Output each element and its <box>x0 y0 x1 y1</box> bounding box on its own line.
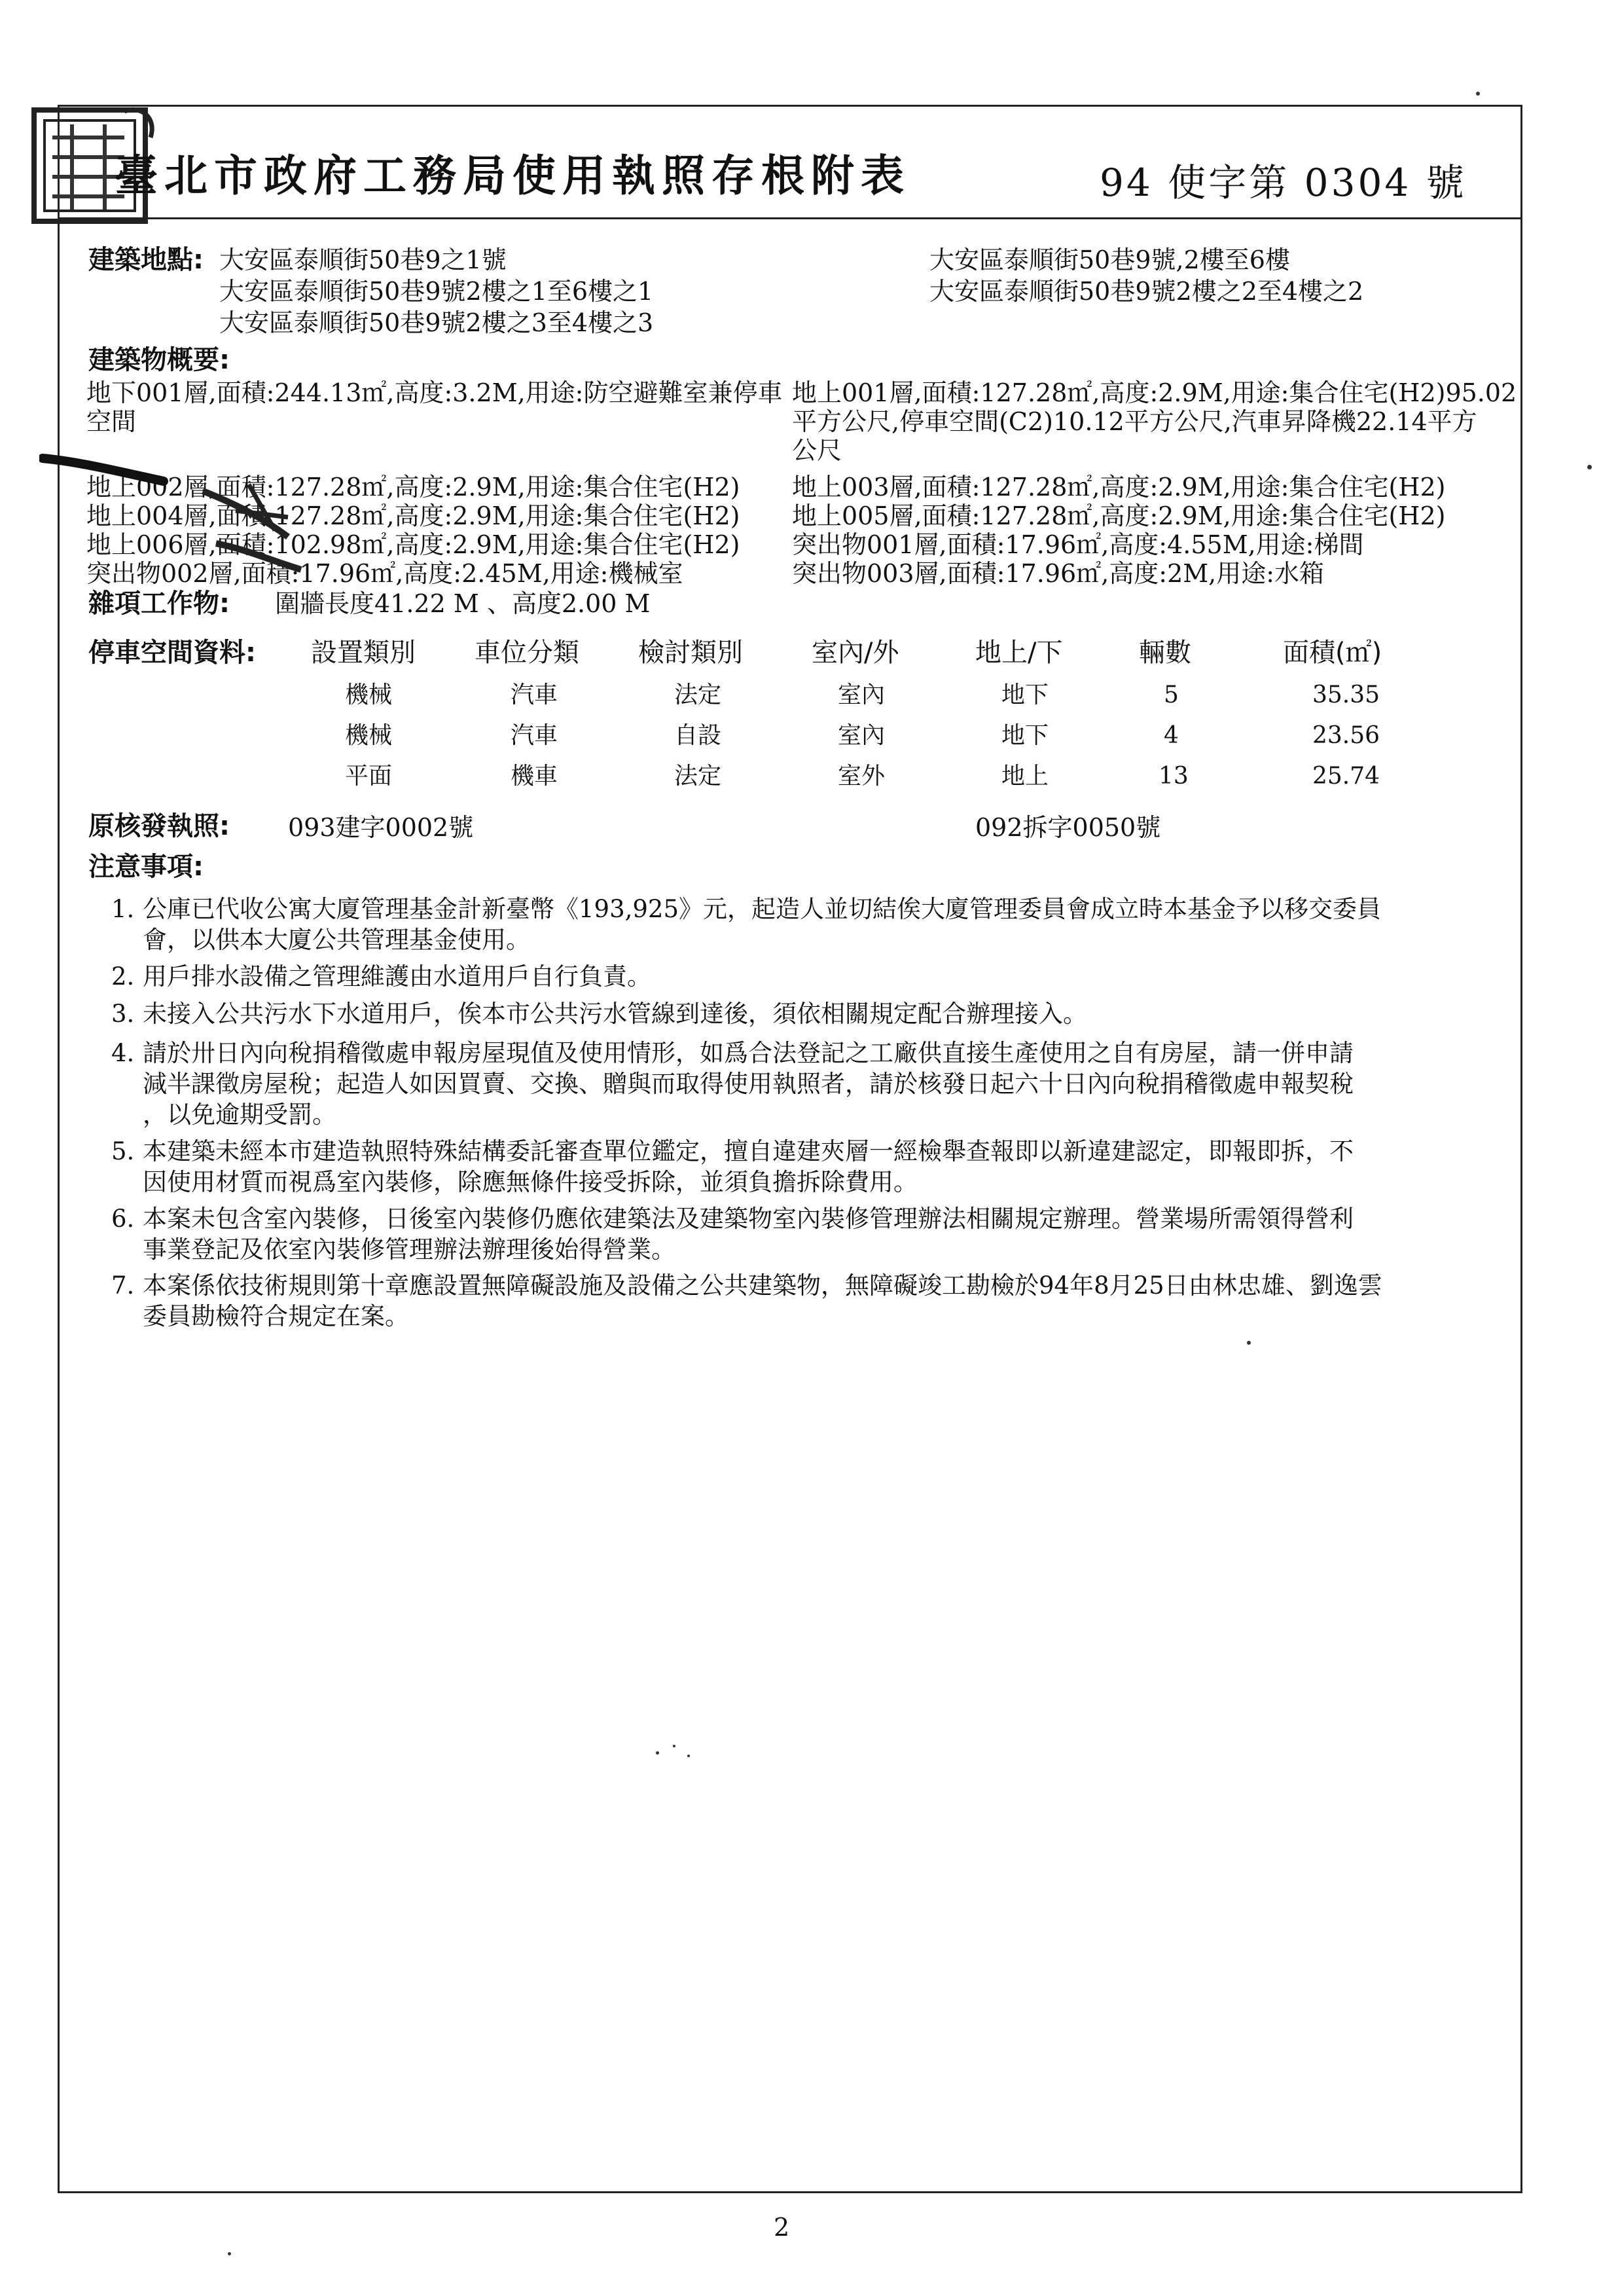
parking-cell: 地下 <box>1001 682 1049 708</box>
scan-speck <box>673 1745 675 1747</box>
document-title: 臺北市政府工務局使用執照存根附表 <box>115 150 910 201</box>
parking-cell: 23.56 <box>1312 722 1380 749</box>
parking-cell: 機械 <box>345 722 393 749</box>
parking-cell: 法定 <box>674 682 722 708</box>
parking-cell: 平面 <box>345 763 393 790</box>
overview-line: 地上002層,面積:127.28㎡,高度:2.9M,用途:集合住宅(H2) <box>86 473 740 501</box>
parking-header: 車位分類 <box>475 638 579 668</box>
note-text: 本建築未經本市建造執照特殊結構委託審查單位鑑定，擅自違建夾層一經檢舉查報即以新違建認定，即報即拆，不 <box>143 1137 1354 1165</box>
parking-cell: 室內 <box>838 722 886 749</box>
note-number: 5. <box>111 1137 135 1165</box>
note-text: 未接入公共污水下水道用戶，俟本市公共污水管線到達後，須依相關規定配合辦理接入。 <box>143 1000 1087 1028</box>
original-permit: 093建字0002號 <box>288 813 474 842</box>
location-line: 大安區泰順街50巷9號,2樓至6樓 <box>929 246 1290 274</box>
overview-line: 地上001層,面積:127.28㎡,高度:2.9M,用途:集合住宅(H2)95.02 <box>792 378 1517 407</box>
parking-cell: 法定 <box>674 763 722 790</box>
location-line: 大安區泰順街50巷9號2樓之2至4樓之2 <box>929 277 1364 306</box>
overview-line: 突出物003層,面積:17.96㎡,高度:2M,用途:水箱 <box>792 559 1325 588</box>
overview-line: 平方公尺,停車空間(C2)10.12平方公尺,汽車昇降機22.14平方 <box>792 407 1477 436</box>
notes-label: 注意事項: <box>88 852 204 882</box>
note-number: 2. <box>111 962 135 991</box>
note-text: 委員勘檢符合規定在案。 <box>143 1302 409 1330</box>
parking-cell: 機械 <box>345 682 393 708</box>
overview-line: 地上003層,面積:127.28㎡,高度:2.9M,用途:集合住宅(H2) <box>792 473 1446 501</box>
parking-cell: 地上 <box>1001 763 1049 790</box>
note-text: 本案係依技術規則第十章應設置無障礙設施及設備之公共建築物，無障礙竣工勘檢於94年8月25日由林忠雄、劉逸雲 <box>143 1271 1382 1300</box>
page-number: 2 <box>774 2213 790 2242</box>
overview-line: 地上006層,面積:102.98㎡,高度:2.9M,用途:集合住宅(H2) <box>86 530 740 559</box>
overview-line: 突出物002層,面積:17.96㎡,高度:2.45M,用途:機械室 <box>86 559 683 588</box>
parking-cell: 汽車 <box>511 722 558 749</box>
note-number: 4. <box>111 1039 135 1067</box>
title-divider <box>58 217 1522 219</box>
parking-header: 檢討類別 <box>638 638 743 668</box>
scan-speck <box>1476 92 1480 96</box>
scan-speck <box>1247 1341 1251 1345</box>
scan-speck <box>687 1755 690 1757</box>
location-line: 大安區泰順街50巷9之1號 <box>219 246 507 274</box>
note-text: 公庫已代收公寓大廈管理基金計新臺幣《193,925》元，起造人並切結俟大廈管理委員會成立時本基金予以移交委員 <box>143 895 1382 923</box>
parking-header: 面積(㎡) <box>1283 638 1382 668</box>
note-number: 6. <box>111 1205 135 1233</box>
parking-cell: 35.35 <box>1312 682 1380 708</box>
note-text: 因使用材質而視爲室內裝修，除應無條件接受拆除，並須負擔拆除費用。 <box>143 1168 918 1196</box>
parking-cell: 室外 <box>838 763 886 790</box>
overview-line: 公尺 <box>792 436 842 465</box>
misc-work-value: 圍牆長度41.22 M 、高度2.00 M <box>275 589 651 618</box>
overview-label: 建築物概要: <box>88 345 230 375</box>
note-number: 1. <box>111 895 135 923</box>
parking-header: 輛數 <box>1139 638 1191 668</box>
parking-cell: 汽車 <box>511 682 558 708</box>
location-line: 大安區泰順街50巷9號2樓之3至4樓之3 <box>219 308 654 337</box>
scan-speck <box>1587 465 1592 469</box>
parking-header: 設置類別 <box>311 638 416 668</box>
scan-speck <box>228 2252 231 2255</box>
note-text: 本案未包含室內裝修，日後室內裝修仍應依建築法及建築物室內裝修管理辦法相關規定辦理。營業場所需領得營利 <box>143 1205 1354 1233</box>
overview-line: 地上004層,面積:127.28㎡,高度:2.9M,用途:集合住宅(H2) <box>86 501 740 530</box>
note-number: 3. <box>111 1000 135 1028</box>
overview-line: 地上005層,面積:127.28㎡,高度:2.9M,用途:集合住宅(H2) <box>792 501 1446 530</box>
parking-header: 室內/外 <box>812 638 899 668</box>
parking-cell: 5 <box>1164 682 1179 708</box>
ink-smear-mark <box>39 445 321 576</box>
overview-line: 空間 <box>86 407 137 436</box>
parking-cell: 自設 <box>674 722 722 749</box>
parking-cell: 機車 <box>511 763 558 790</box>
note-text: ，以免逾期受罰。 <box>143 1101 336 1129</box>
parking-cell: 25.74 <box>1312 763 1380 790</box>
parking-header: 地上/下 <box>975 638 1063 668</box>
parking-label: 停車空間資料: <box>88 638 256 668</box>
original-permit: 092拆字0050號 <box>975 813 1161 842</box>
parking-cell: 4 <box>1164 722 1179 749</box>
original-permits-label: 原核發執照: <box>88 811 230 841</box>
location-line: 大安區泰順街50巷9號2樓之1至6樓之1 <box>219 277 654 306</box>
overview-line: 突出物001層,面積:17.96㎡,高度:4.55M,用途:梯間 <box>792 530 1364 559</box>
note-text: 用戶排水設備之管理維護由水道用戶自行負責。 <box>143 962 651 991</box>
location-label: 建築地點: <box>88 245 204 275</box>
permit-number: 94 使字第 0304 號 <box>1100 160 1467 205</box>
scan-speck <box>656 1751 659 1755</box>
parking-cell: 地下 <box>1001 722 1049 749</box>
note-text: 請於卅日內向稅捐稽徵處申報房屋現值及使用情形，如爲合法登記之工廠供直接生產使用之自有房屋，請一併申請 <box>143 1039 1354 1067</box>
parking-cell: 13 <box>1159 763 1189 790</box>
note-text: 減半課徵房屋稅；起造人如因買賣、交換、贈與而取得使用執照者，請於核發日起六十日內向稅捐稽徵處申報契稅 <box>143 1070 1354 1098</box>
note-text: 事業登記及依室內裝修管理辦法辦理後始得營業。 <box>143 1235 675 1264</box>
overview-line: 地下001層,面積:244.13㎡,高度:3.2M,用途:防空避難室兼停車 <box>86 378 783 407</box>
note-number: 7. <box>111 1271 135 1300</box>
misc-work-label: 雜項工作物: <box>88 589 230 619</box>
note-text: 會，以供本大廈公共管理基金使用。 <box>143 926 530 954</box>
parking-cell: 室內 <box>838 682 886 708</box>
